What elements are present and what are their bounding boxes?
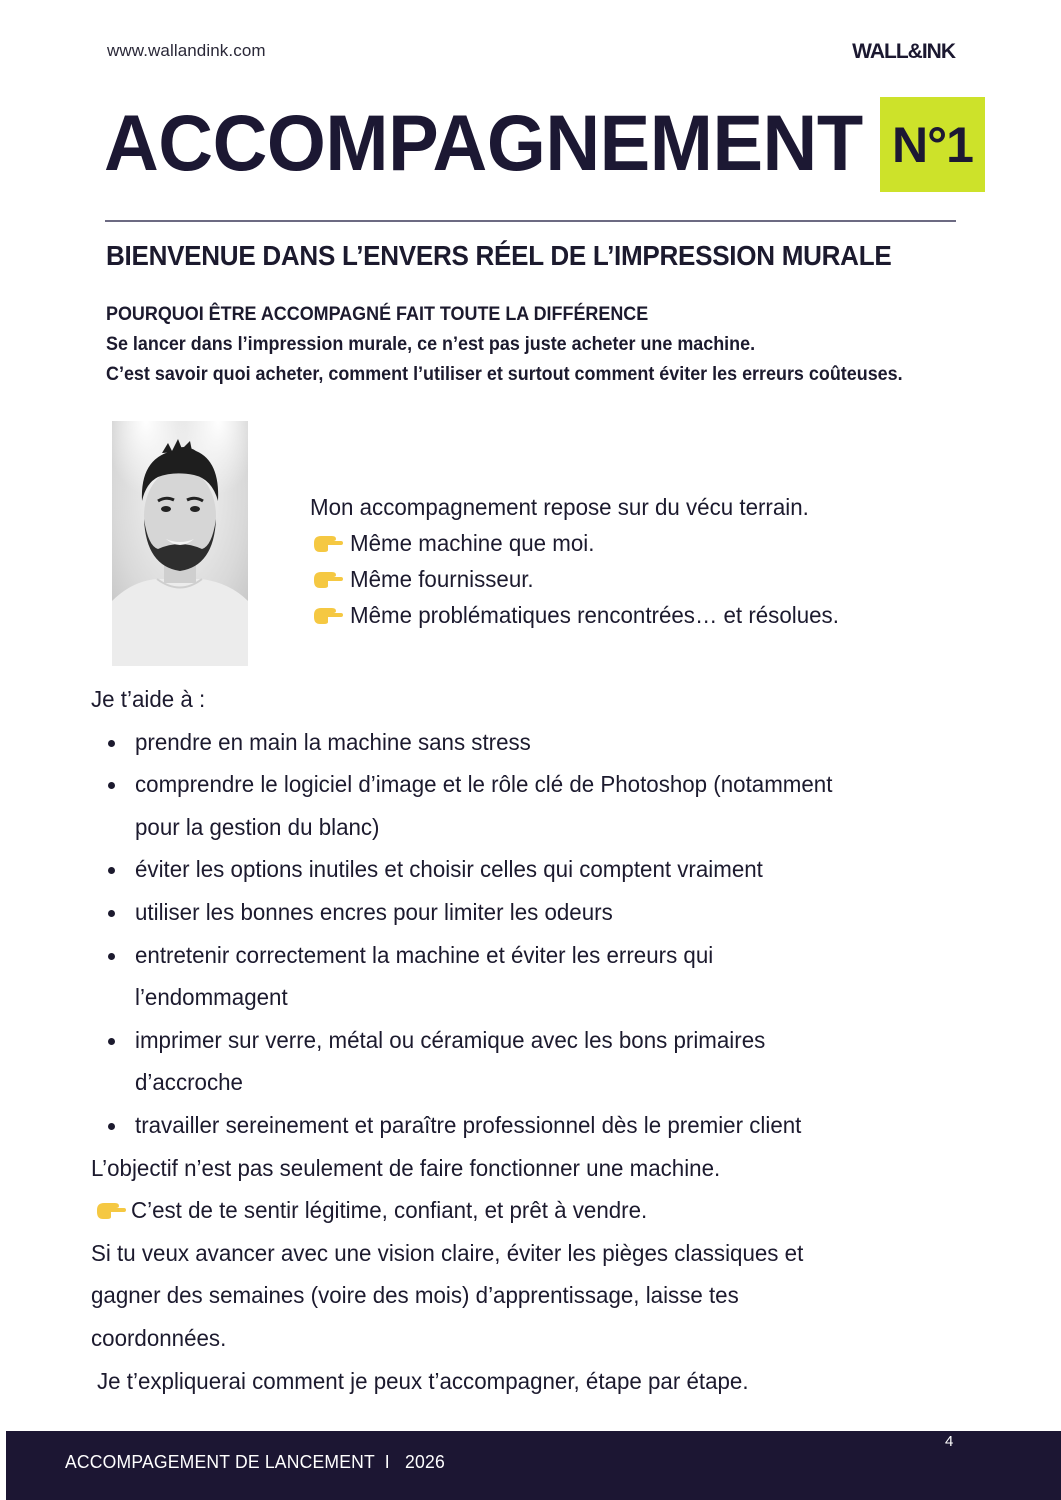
badge-label: N°1 (892, 116, 973, 173)
subtitle: BIENVENUE DANS L’ENVERS RÉEL DE L’IMPRESSION MURALE (106, 240, 892, 271)
list-item (91, 934, 869, 1019)
list-item-line: travailler sereinement et paraître professionnel dès le premier client (135, 1111, 802, 1138)
number-badge (880, 97, 985, 192)
why-line: Se lancer dans l’impression murale, ce n’est pas juste acheter une machine. (106, 333, 756, 355)
portrait-photo (112, 421, 248, 666)
list-item-line: l’endommagent (135, 984, 288, 1011)
why-line: C’est savoir quoi acheter, comment l’utiliser et surtout comment éviter les erreurs coûteuses. (106, 363, 903, 385)
page-footer (6, 1431, 1061, 1500)
footer-label: ACCOMPAGEMENT DE LANCEMENT I 2026 (65, 1451, 445, 1472)
list-item (91, 848, 869, 891)
call-line: Si tu veux avancer avec une vision claire, éviter les pièges classiques et (91, 1239, 804, 1266)
page-number: 4 (945, 1433, 954, 1450)
portrait-image (112, 421, 248, 666)
list-item-line: pour la gestion du blanc) (135, 813, 380, 840)
pointing-hand-icon (312, 532, 344, 554)
brand-logo: WALL&INK (852, 40, 955, 63)
list-item (91, 1104, 869, 1147)
intro-point-text: Même fournisseur. (350, 566, 534, 592)
list-item-line: éviter les options inutiles et choisir celles qui comptent vraiment (135, 856, 763, 883)
why-heading: POURQUOI ÊTRE ACCOMPAGNÉ FAIT TOUTE LA DIFFÉRENCE (106, 303, 649, 325)
help-list (91, 721, 869, 1147)
list-item-line: imprimer sur verre, métal ou céramique avec les bons primaires (135, 1026, 766, 1053)
list-item-line: prendre en main la machine sans stress (135, 728, 531, 755)
list-item-line: d’accroche (135, 1069, 243, 1096)
call-line: coordonnées. (91, 1324, 227, 1351)
pointing-hand-icon (312, 604, 344, 626)
why-section (106, 299, 972, 389)
call-line: gagner des semaines (voire des mois) d’apprentissage, laisse tes (91, 1282, 739, 1309)
list-item (91, 721, 869, 764)
list-item-line: comprendre le logiciel d’image et le rôle clé de Photoshop (notamment (135, 771, 833, 798)
intro-point-text: Même problématiques rencontrées… et résolues. (350, 602, 839, 628)
list-item (91, 1019, 869, 1104)
list-item-line: entretenir correctement la machine et éviter les erreurs qui (135, 941, 714, 968)
highlight-row (91, 1189, 869, 1232)
intro-point (310, 597, 865, 633)
list-item (91, 763, 869, 848)
objective-text: L’objectif n’est pas seulement de faire fonctionner une machine. (91, 1154, 721, 1181)
intro-point (310, 561, 865, 597)
final-line: Je t’expliquerai comment je peux t’accompagner, étape par étape. (97, 1367, 749, 1394)
list-item (91, 891, 869, 934)
title-divider (105, 220, 956, 222)
list-item-line: utiliser les bonnes encres pour limiter les odeurs (135, 898, 613, 925)
intro-point (310, 525, 865, 561)
pointing-hand-icon (95, 1199, 127, 1221)
intro-lead: Mon accompagnement repose sur du vécu terrain. (310, 494, 809, 520)
pointing-hand-icon (312, 568, 344, 590)
website-url[interactable]: www.wallandink.com (107, 41, 266, 60)
intro-point-text: Même machine que moi. (350, 530, 595, 556)
highlight-text: C’est de te sentir légitime, confiant, et prêt à vendre. (131, 1197, 648, 1224)
intro-block (310, 489, 865, 633)
help-intro: Je t’aide à : (91, 686, 206, 712)
page-title: ACCOMPAGNEMENT (104, 98, 863, 187)
body-content (91, 678, 869, 1402)
